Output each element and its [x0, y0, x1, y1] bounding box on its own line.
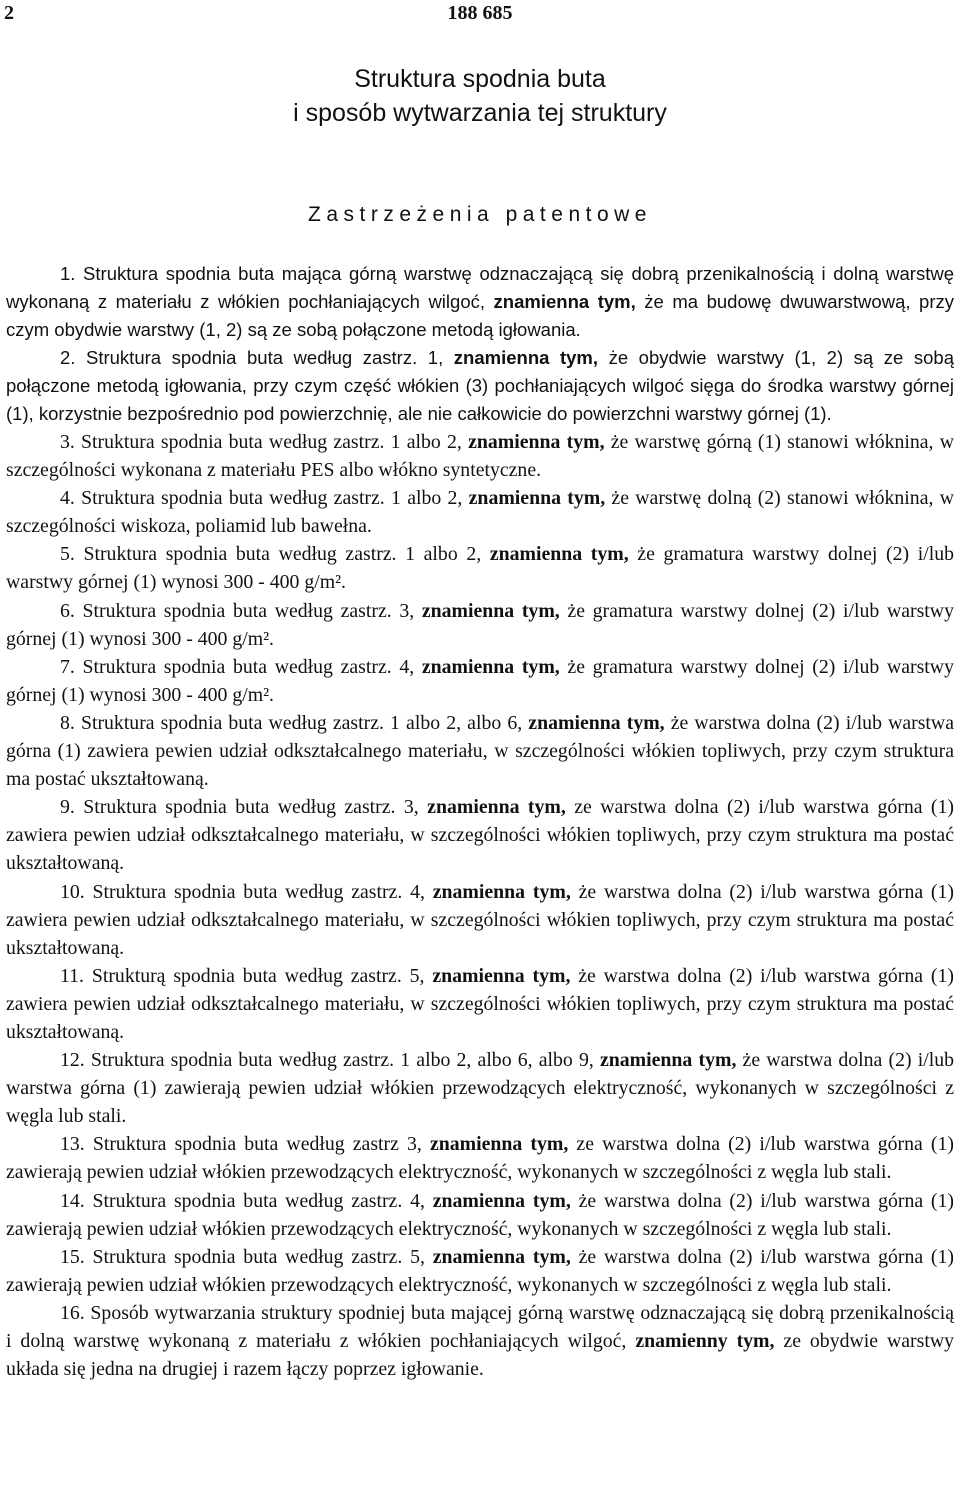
page-number: 2 [4, 2, 14, 24]
claim-text: ze warstwa dolna (2) i/lub warstwa górna (1) zawierają pewien udział włókien przewodzących elektryczność, wykonanych w szczególności z węgla lub stali. [6, 1133, 954, 1184]
claim-text: 15. Struktura spodnia buta według zastrz. 5, [60, 1245, 433, 1268]
claim-11 [6, 962, 954, 1046]
claim-text: 5. Struktura spodnia buta według zastrz. 1 albo 2, [60, 543, 490, 566]
claim-text: że ma budowę dwuwarstwową, przy czym obydwie warstwy (1, 2) są ze sobą połączone metodą igłowania. [6, 291, 954, 340]
claim-text: 10. Struktura spodnia buta według zastrz. 4, [60, 880, 433, 903]
claim-text: ze warstwa dolna (2) i/lub warstwa górna (1) zawiera pewien udział odkształcalnego materiału, w szczególności włókien topliwych, przy czym struktura ma postać ukształtowaną. [6, 796, 954, 875]
claim-13 [6, 1130, 954, 1186]
title-line-1: Struktura spodnia buta [354, 65, 606, 93]
claim-keyword: znamienna tym, [528, 711, 665, 734]
claim-text: 14. Struktura spodnia buta według zastrz. 4, [60, 1189, 433, 1212]
claim-text: że warstwa dolna (2) i/lub warstwa górna (1) zawierają pewien udział włókien przewodzących elektryczność, wykonanych w szczególności z węgla lub stali. [6, 1245, 954, 1296]
claim-text: że warstwa dolna (2) i/lub warstwa górna (1) zawiera pewien udział odkształcalnego materiału, w szczególności włókien topliwych, przy czym struktura ma postać ukształtowaną. [6, 880, 954, 959]
claim-1 [6, 260, 954, 344]
claim-9 [6, 793, 954, 877]
claim-10 [6, 878, 954, 962]
claim-text: że obydwie warstwy (1, 2) są ze sobą połączone metodą igłowania, przy czym część włókien (3) pochłaniających wilgoć sięga do środka warstwy górnej (1), korzystnie bezpośrednio pod powierzchnię, ale nie całkowicie do powierzchni warstwy górnej (1). [6, 347, 954, 424]
claim-text: że gramatura warstwy dolnej (2) i/lub warstwy górnej (1) wynosi 300 - 400 g/m². [6, 655, 954, 706]
claim-text: 3. Struktura spodnia buta według zastrz. 1 albo 2, [60, 431, 469, 453]
claim-keyword: znamienna tym, [427, 796, 566, 819]
claim-text: 7. Struktura spodnia buta według zastrz. 4, [60, 655, 422, 678]
claim-keyword: znamienna tym, [432, 1189, 571, 1212]
claim-keyword: znamienna tym, [432, 1245, 571, 1268]
claim-text: że warstwa dolna (2) i/lub warstwa górna (1) zawierają pewien udział włókien przewodzących elektryczność, wykonanych w szczególności z węgla lub stali. [6, 1049, 954, 1128]
claim-keyword: znamienna tym, [489, 543, 629, 566]
claim-keyword: znamienna tym, [432, 964, 571, 987]
claim-text: że warstwa dolna (2) i/lub warstwa górna (1) zawiera pewien udział odkształcalnego materiału, w szczególności włókien topliwych, przy czym struktura ma postać ukształtowaną. [6, 711, 954, 791]
claim-keyword: znamienna tym, [600, 1049, 737, 1072]
claim-text: 9. Struktura spodnia buta według zastrz. 3, [60, 796, 428, 819]
claim-keyword: znamienna tym, [421, 599, 560, 622]
claim-16 [6, 1299, 954, 1383]
claim-text: że gramatura warstwy dolnej (2) i/lub warstwy górnej (1) wynosi 300 - 400 g/m². [6, 599, 954, 650]
claim-text: 4. Struktura spodnia buta według zastrz. 1 albo 2, [60, 487, 469, 510]
claim-text: 12. Struktura spodnia buta według zastrz. 1 albo 2, albo 6, albo 9, [60, 1049, 600, 1072]
claim-text: że gramatura warstwy dolnej (2) i/lub warstwy górnej (1) wynosi 300 - 400 g/m². [6, 543, 954, 594]
document-title [0, 62, 960, 130]
claim-15 [6, 1243, 954, 1299]
document-number: 188 685 [447, 2, 513, 24]
claim-keyword: znamienny tym, [635, 1330, 775, 1352]
claim-text: że warstwa dolna (2) i/lub warstwa górna (1) zawiera pewien udział odkształcalnego materiału, w szczególności włókien topliwych, przy czym struktura ma postać ukształtowaną. [6, 964, 954, 1043]
claim-keyword: znamienna tym, [468, 487, 606, 510]
claim-2 [6, 344, 954, 428]
claim-text: 1. Struktura spodnia buta mająca górną warstwę odznaczającą się dobrą przenikalnością i dolną warstwę wykonaną z materiału z włókien pochłaniających wilgoć, [6, 263, 954, 312]
claim-text: ze obydwie warstwy układa się jedna na drugiej i razem łączy poprzez igłowanie. [6, 1330, 955, 1381]
claim-8 [6, 709, 954, 793]
claim-5 [6, 540, 954, 596]
claim-12 [6, 1046, 954, 1130]
title-line-2: i sposób wytwarzania tej struktury [293, 99, 667, 127]
claim-6 [6, 597, 954, 653]
section-heading: Zastrzeżenia patentowe [308, 203, 652, 226]
claim-7 [6, 653, 954, 709]
claim-keyword: znamienna tym, [493, 291, 636, 312]
claim-text: 16. Sposób wytwarzania struktury spodniej buta mającej górną warstwę odznaczającą się dobrą przenikalnością i dolną warstwę wykonaną z materiału z włókien pochłaniających wilgoć, [6, 1301, 954, 1352]
claim-3 [6, 428, 954, 484]
claim-4 [6, 484, 954, 540]
claim-text: że warstwa dolna (2) i/lub warstwa górna (1) zawierają pewien udział włókien przewodzących elektryczność, wykonanych w szczególności z węgla lub stali. [6, 1189, 954, 1240]
claim-text: 2. Struktura spodnia buta według zastrz. 1, [60, 347, 454, 368]
claim-text: 6. Struktura spodnia buta według zastrz. 3, [60, 599, 422, 622]
claims-list [6, 260, 954, 1383]
claim-text: 13. Struktura spodnia buta według zastrz 3, [60, 1133, 430, 1156]
claim-text: że warstwę górną (1) stanowi włóknina, w szczególności wykonana z materiału PES albo włókno syntetyczne. [6, 431, 954, 482]
claim-text: że warstwę dolną (2) stanowi włóknina, w szczególności wiskoza, poliamid lub bawełna. [6, 487, 954, 538]
claim-14 [6, 1187, 954, 1243]
claim-keyword: znamienna tym, [432, 880, 571, 903]
claim-text: 11. Strukturą spodnia buta według zastrz. 5, [60, 964, 433, 987]
claim-text: 8. Struktura spodnia buta według zastrz. 1 albo 2, albo 6, [60, 711, 529, 734]
claim-keyword: znamienna tym, [468, 431, 605, 453]
claim-keyword: znamienna tym, [421, 655, 560, 678]
claim-keyword: znamienna tym, [453, 347, 599, 368]
claim-keyword: znamienna tym, [429, 1133, 569, 1156]
